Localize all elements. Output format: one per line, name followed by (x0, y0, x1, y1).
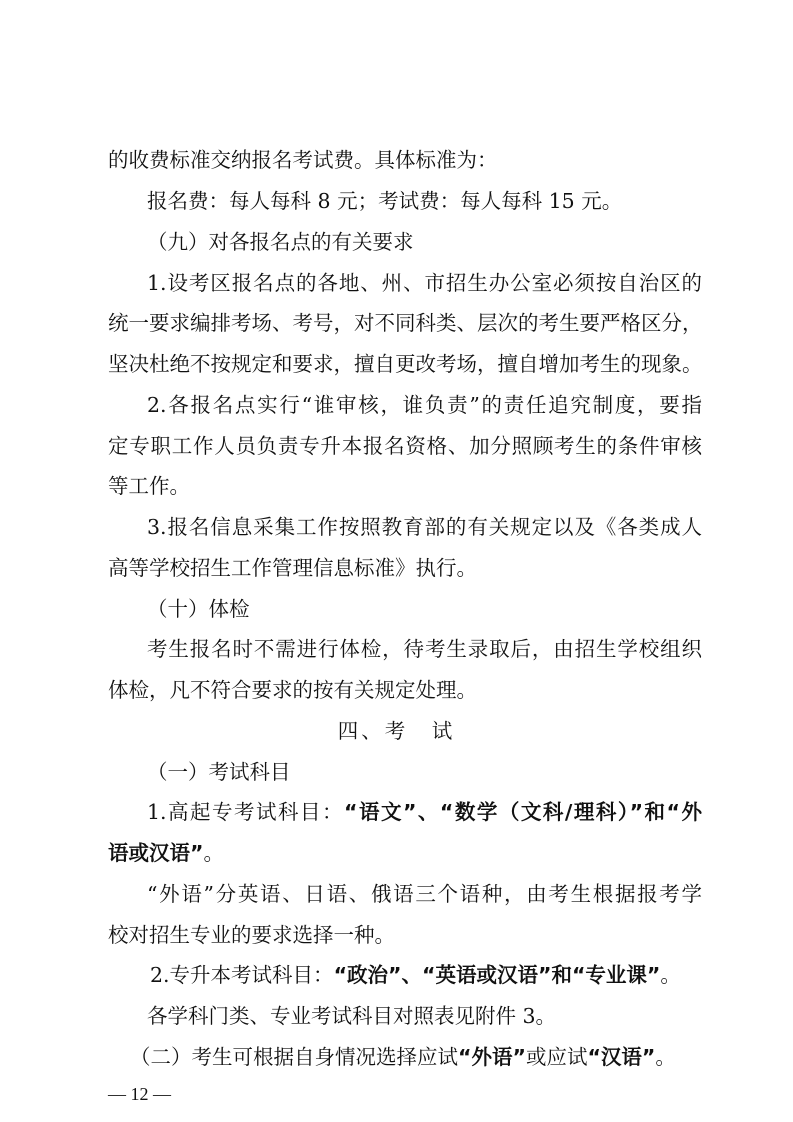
text-line: “外语”分英语、日语、俄语三个语种，由考生根据报考学 (147, 882, 702, 906)
text-line (147, 794, 702, 830)
section-subheading: （九）对各报名点的有关要求 (147, 230, 414, 254)
text-span: 。 (655, 1045, 676, 1069)
page-number: — 12 — (108, 1084, 171, 1104)
text-line: 考生报名时不需进行体检，待考生录取后，由招生学校组织 (147, 637, 702, 661)
section-subheading: （十）体检 (147, 597, 250, 621)
text-line: 报名费：每人每科 8 元；考试费：每人每科 15 元。 (147, 189, 623, 213)
text-line: 坚决杜绝不按规定和要求，擅自更改考场，擅自增加考生的现象。 (108, 352, 702, 376)
section-subheading: （一）考试科目 (147, 760, 291, 784)
text-line (108, 835, 702, 871)
emphasis-text: “汉语” (587, 1045, 656, 1069)
text-span: 或应试 (525, 1045, 588, 1069)
emphasis-text: “政治”、“英语或汉语”和“专业课” (333, 963, 661, 987)
emphasis-text: “外语” (458, 1045, 526, 1069)
text-span: 2.专升本考试科目： (150, 963, 334, 987)
emphasis-text: “语文”、“数学（文科/理科）”和“外 (344, 800, 702, 824)
text-line: 各学科门类、专业考试科目对照表见附件 3。 (147, 1004, 557, 1028)
text-span: 。 (203, 841, 224, 865)
text-line: 3.报名信息采集工作按照教育部的有关规定以及《各类成人 (147, 515, 702, 539)
text-span: 1.高起专考试科目： (147, 800, 345, 824)
text-span: 。 (660, 963, 681, 987)
text-line: 的收费标准交纳报名考试费。具体标准为： (108, 148, 498, 172)
text-line: 校对招生专业的要求选择一种。 (108, 923, 395, 947)
text-span: （二）考生可根据自身情况选择应试 (130, 1045, 458, 1069)
section-heading: 四、考 试 (337, 719, 456, 743)
text-line (130, 1039, 702, 1075)
text-line: 定专职工作人员负责专升本报名资格、加分照顾考生的条件审核 (108, 434, 702, 458)
emphasis-text: 语或汉语” (108, 841, 204, 865)
text-line: 2.各报名点实行“谁审核，谁负责”的责任追究制度，要指 (147, 393, 702, 417)
text-line: 统一要求编排考场、考号，对不同科类、层次的考生要严格区分， (108, 311, 702, 335)
text-line: 体检，凡不符合要求的按有关规定处理。 (108, 678, 477, 702)
text-line: 等工作。 (108, 474, 190, 498)
text-line: 1.设考区报名点的各地、州、市招生办公室必须按自治区的 (147, 271, 702, 295)
text-line: 高等学校招生工作管理信息标准》执行。 (108, 556, 477, 580)
text-line (150, 957, 702, 993)
